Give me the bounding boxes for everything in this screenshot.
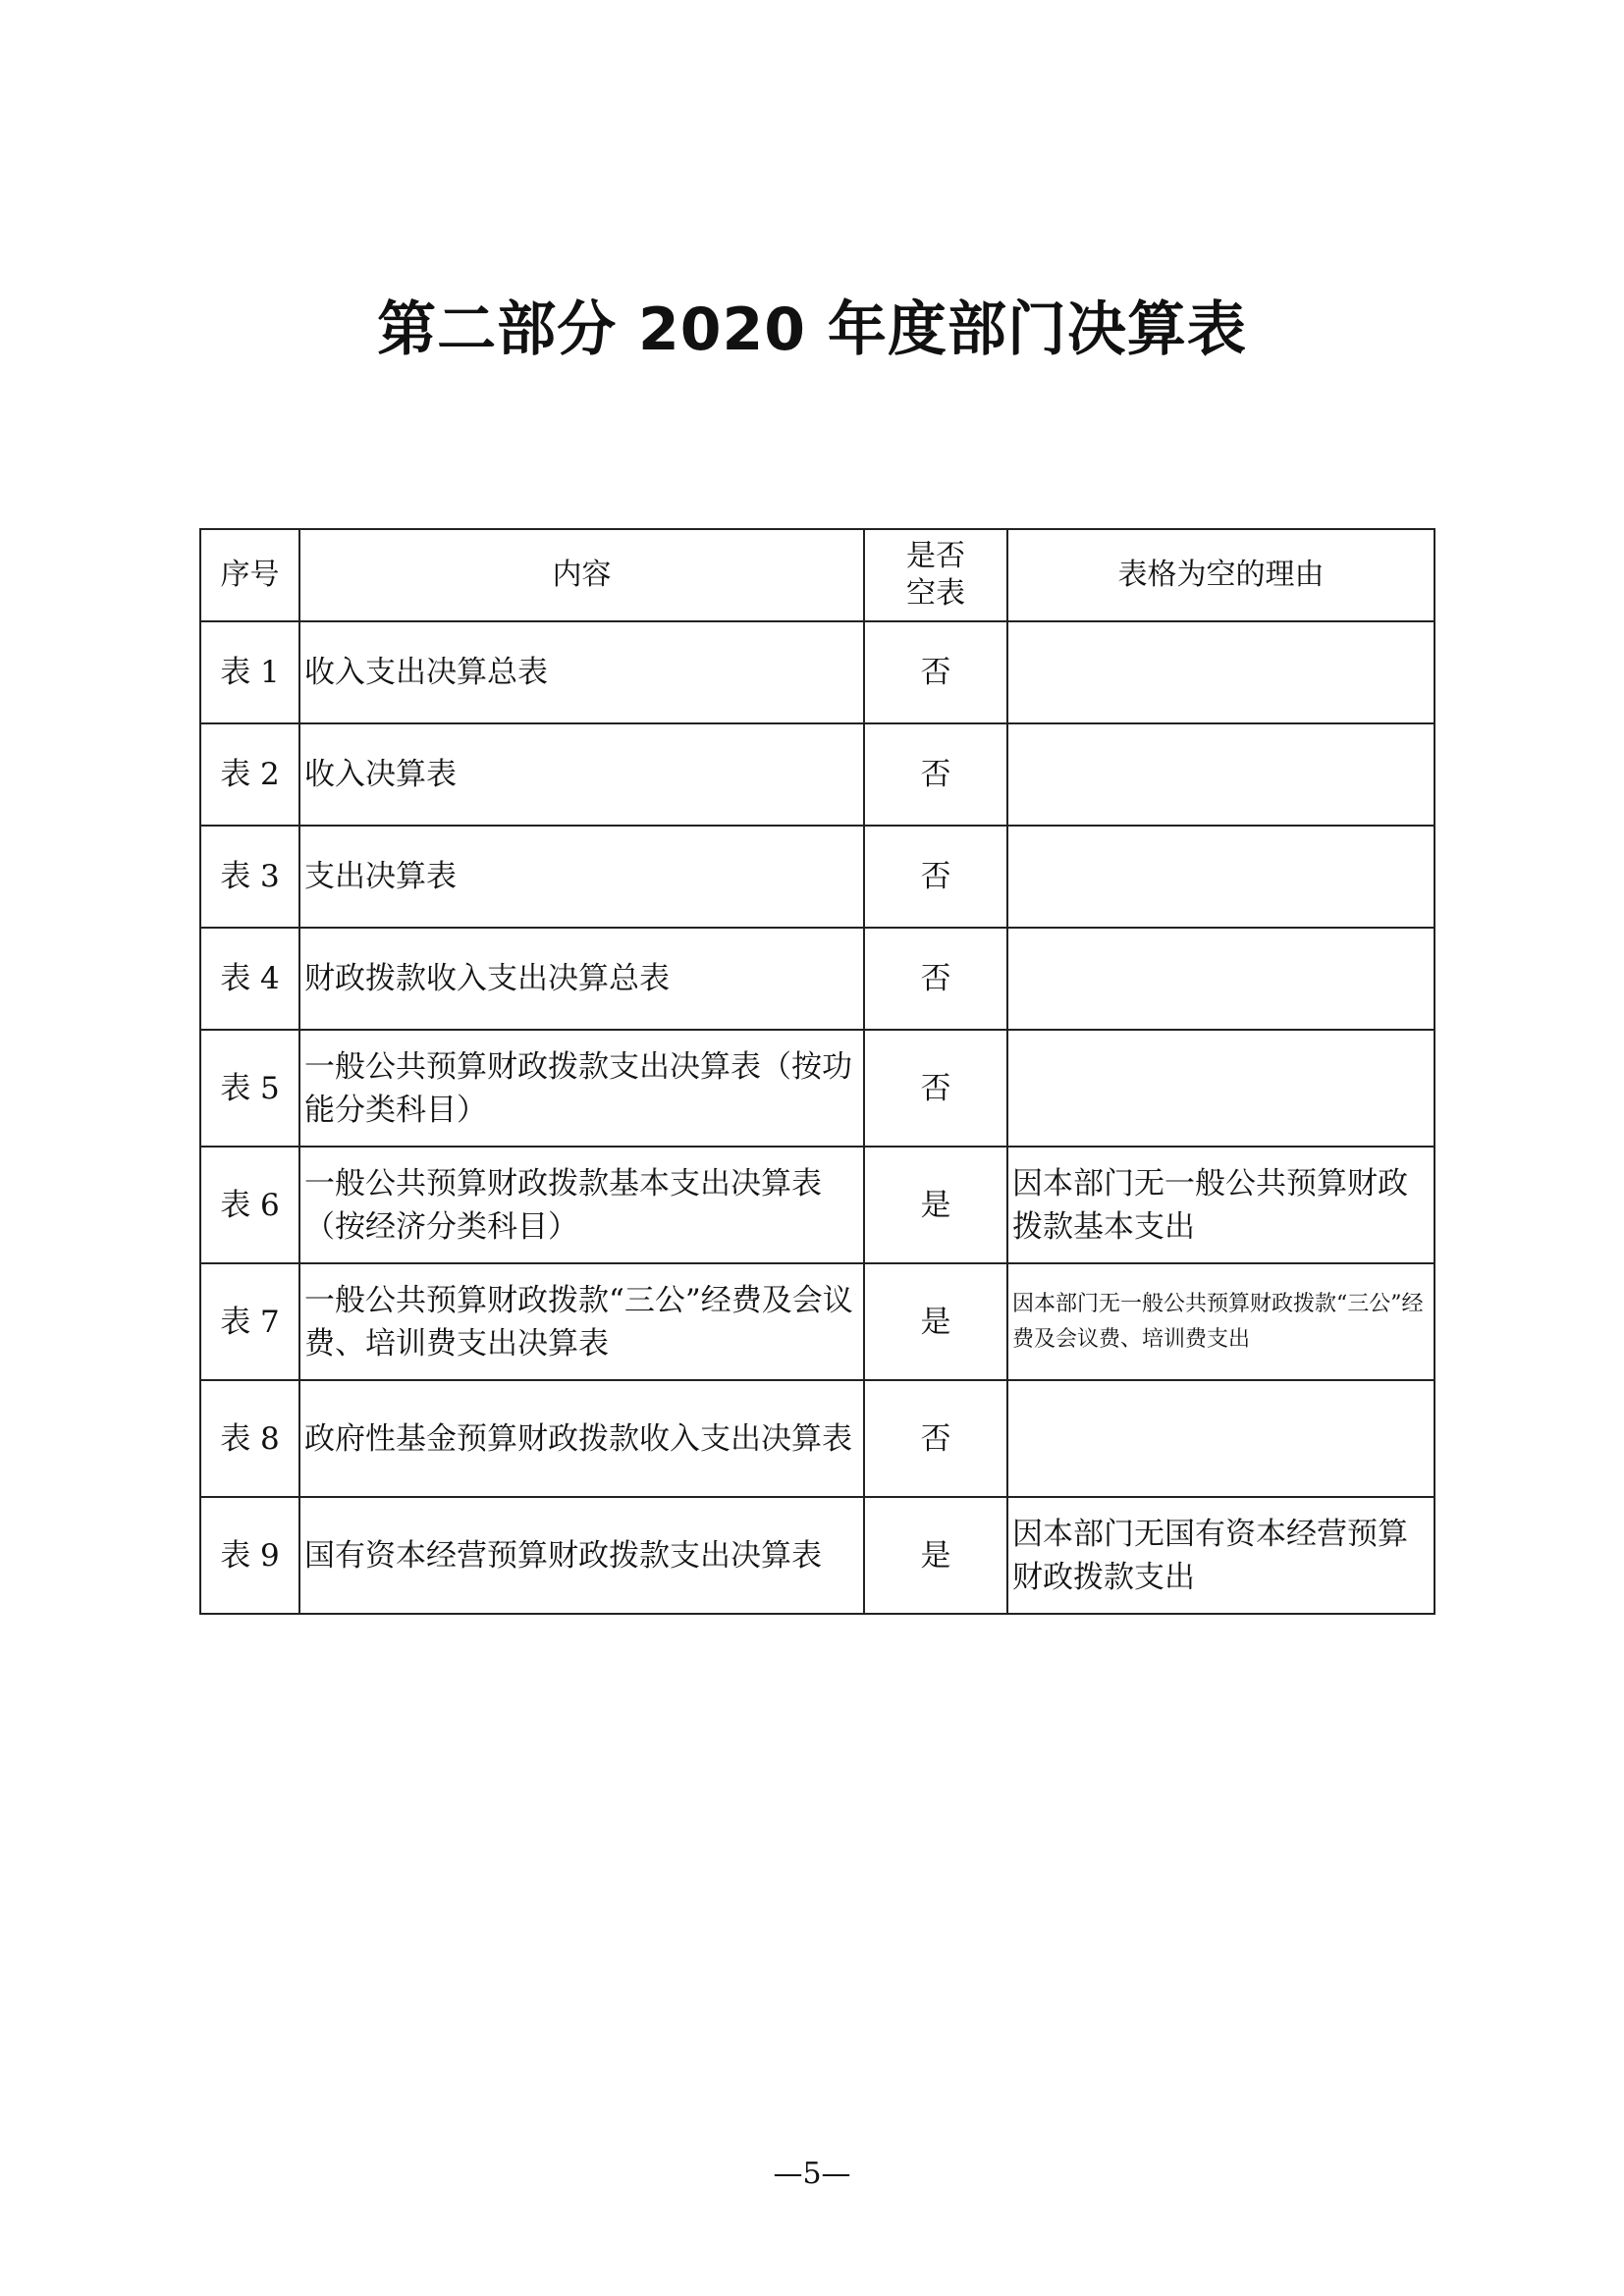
row-seq: 表 7 <box>200 1263 299 1380</box>
row-reason: 因本部门无一般公共预算财政拨款“三公”经费及会议费、培训费支出 <box>1007 1263 1435 1380</box>
table-row <box>200 1147 1435 1263</box>
page-title: 第二部分 2020 年度部门决算表 <box>377 295 1247 364</box>
row-content: 财政拨款收入支出决算总表 <box>299 928 864 1030</box>
row-content: 一般公共预算财政拨款“三公”经费及会议费、培训费支出决算表 <box>299 1263 864 1380</box>
row-seq: 表 4 <box>200 928 299 1030</box>
row-seq: 表 8 <box>200 1380 299 1497</box>
row-is-empty: 否 <box>864 1030 1007 1147</box>
row-is-empty: 否 <box>864 826 1007 928</box>
row-is-empty: 否 <box>864 1380 1007 1497</box>
row-is-empty: 是 <box>864 1497 1007 1614</box>
row-content: 一般公共预算财政拨款基本支出决算表（按经济分类科目） <box>299 1147 864 1263</box>
page-number: —5— <box>773 2157 851 2191</box>
table-row <box>200 826 1435 928</box>
row-reason: 因本部门无国有资本经营预算财政拨款支出 <box>1007 1497 1435 1614</box>
header-is-empty-line1: 是否 <box>906 539 965 573</box>
row-reason <box>1007 621 1435 723</box>
table-row <box>200 928 1435 1030</box>
header-content: 内容 <box>299 529 864 621</box>
row-content: 政府性基金预算财政拨款收入支出决算表 <box>299 1380 864 1497</box>
table-row <box>200 1263 1435 1380</box>
table-row <box>200 1497 1435 1614</box>
row-reason <box>1007 1030 1435 1147</box>
row-content: 国有资本经营预算财政拨款支出决算表 <box>299 1497 864 1614</box>
row-is-empty: 是 <box>864 1263 1007 1380</box>
table-row <box>200 723 1435 826</box>
row-seq: 表 9 <box>200 1497 299 1614</box>
header-seq: 序号 <box>200 529 299 621</box>
row-seq: 表 1 <box>200 621 299 723</box>
summary-table <box>199 528 1435 1615</box>
row-seq: 表 2 <box>200 723 299 826</box>
header-is-empty <box>864 529 1007 621</box>
row-seq: 表 5 <box>200 1030 299 1147</box>
row-is-empty: 是 <box>864 1147 1007 1263</box>
row-seq: 表 6 <box>200 1147 299 1263</box>
table-row <box>200 621 1435 723</box>
row-seq: 表 3 <box>200 826 299 928</box>
table-header-row <box>200 529 1435 621</box>
row-content: 收入决算表 <box>299 723 864 826</box>
row-reason <box>1007 826 1435 928</box>
row-reason <box>1007 928 1435 1030</box>
header-is-empty-line2: 空表 <box>906 576 965 611</box>
row-is-empty: 否 <box>864 928 1007 1030</box>
row-reason: 因本部门无一般公共预算财政拨款基本支出 <box>1007 1147 1435 1263</box>
table-row <box>200 1030 1435 1147</box>
row-content: 收入支出决算总表 <box>299 621 864 723</box>
table-row <box>200 1380 1435 1497</box>
row-reason <box>1007 723 1435 826</box>
row-is-empty: 否 <box>864 621 1007 723</box>
header-reason: 表格为空的理由 <box>1007 529 1435 621</box>
row-content: 一般公共预算财政拨款支出决算表（按功能分类科目） <box>299 1030 864 1147</box>
row-reason <box>1007 1380 1435 1497</box>
row-is-empty: 否 <box>864 723 1007 826</box>
row-content: 支出决算表 <box>299 826 864 928</box>
